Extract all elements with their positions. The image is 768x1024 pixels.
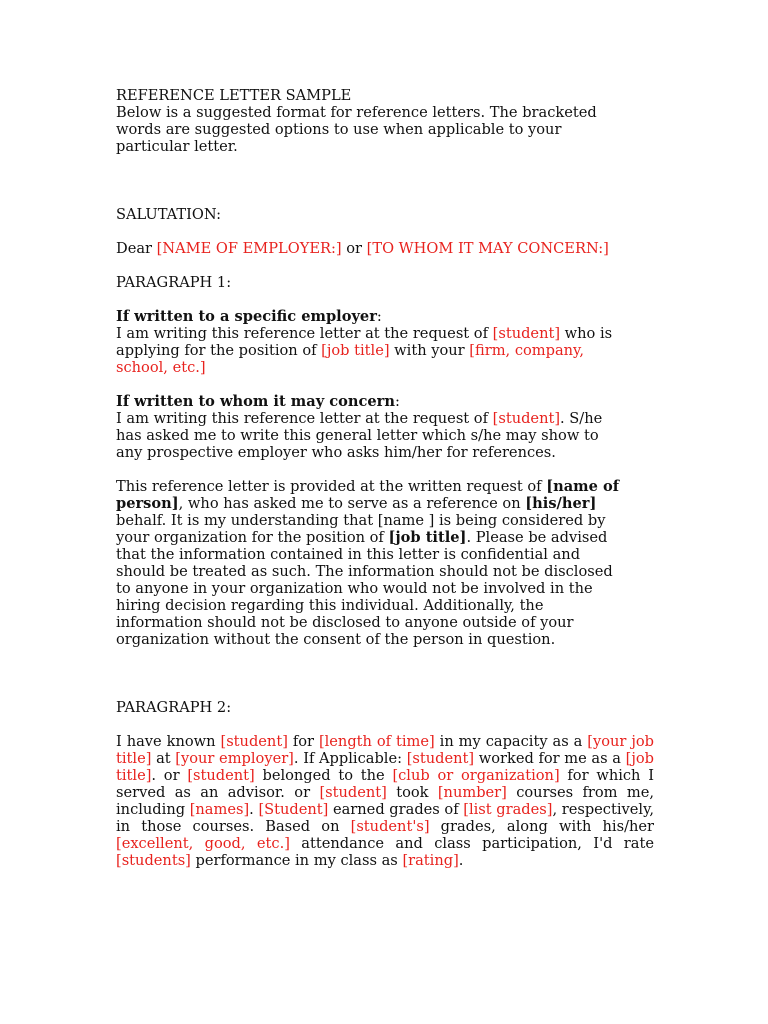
spacer [116,716,654,733]
specific-line-3: school, etc.] [116,359,206,376]
or-text: or [341,240,367,257]
placeholder-student-capital: [Student] [258,801,329,818]
whom-line-1: I am writing this reference letter at the request of [student]. S/he [116,410,603,427]
salutation-line [116,240,654,257]
body-line-9: information should not be disclosed to anyone outside of your [116,614,574,631]
document-page [116,87,654,869]
bold-job-title: [job title] [388,529,467,546]
spacer [116,155,654,206]
placeholder-excellent-good: [excellent, good, etc.] [116,835,290,852]
intro-line-3: particular letter. [116,138,238,155]
body-line-4: your organization for the position of [job title]. Please be advised [116,529,608,546]
placeholder-whom-it-may-concern: [TO WHOM IT MAY CONCERN:] [366,240,609,257]
placeholder-number: [number] [437,784,507,801]
spacer [116,461,654,478]
placeholder-list-grades: [list grades] [463,801,553,818]
dear-text: Dear [116,240,157,257]
body-line-7: to anyone in your organization who would not be involved in the [116,580,593,597]
placeholder-job-title: [job title] [321,342,390,359]
placeholder-students-possessive: [student's] [350,818,430,835]
bold-his-her: [his/her] [525,495,597,512]
placeholder-student: [student] [406,750,475,767]
salutation-heading: SALUTATION: [116,206,222,223]
placeholder-your-job-title: [your job title] [116,733,654,767]
placeholder-your-employer: [your employer] [175,750,294,767]
paragraph1-heading: PARAGRAPH 1: [116,274,232,291]
placeholder-firm-company: [firm, company, [469,342,585,359]
placeholder-length-of-time: [length of time] [318,733,435,750]
intro-line-1: Below is a suggested format for reference letters. The bracketed [116,104,597,121]
spacer [116,376,654,393]
specific-line-1: I am writing this reference letter at the request of [student] who is [116,325,613,342]
spacer [116,257,654,274]
document-title: REFERENCE LETTER SAMPLE [116,87,352,104]
placeholder-student: [student] [492,410,561,427]
placeholder-student: [student] [492,325,561,342]
body-line-8: hiring decision regarding this individual. Additionally, the [116,597,544,614]
placeholder-club-or-organization: [club or organization] [392,767,560,784]
placeholder-students: [students] [116,852,191,869]
placeholder-employer-name: [NAME OF EMPLOYER:] [156,240,342,257]
body-line-6: should be treated as such. The information should not be disclosed [116,563,613,580]
spacer [116,291,654,308]
body-line-5: that the information contained in this letter is confidential and [116,546,581,563]
whom-it-may-concern-label: If written to whom it may concern: [116,393,400,410]
whom-line-3: any prospective employer who asks him/her for references. [116,444,556,461]
spacer [116,648,654,699]
specific-line-2: applying for the position of [job title] with your [firm, company, [116,342,585,359]
spacer [116,223,654,240]
placeholder-student: [student] [319,784,387,801]
body-line-3: behalf. It is my understanding that [name ] is being considered by [116,512,606,529]
body-line-2: person], who has asked me to serve as a reference on [his/her] [116,495,597,512]
whom-line-2: has asked me to write this general letter which s/he may show to [116,427,599,444]
placeholder-job-title: [job title] [116,750,655,784]
placeholder-student: [student] [220,733,288,750]
paragraph2-heading: PARAGRAPH 2: [116,699,232,716]
placeholder-student: [student] [187,767,255,784]
specific-employer-label: If written to a specific employer: [116,308,382,325]
body-line-1: This reference letter is provided at the written request of [name of [116,478,619,495]
body-line-10: organization without the consent of the person in question. [116,631,556,648]
placeholder-names: [names] [189,801,250,818]
paragraph2-body: I have known [student] for [length of time] in my capacity as a [your job title] at [your employer]. If Applicable: [student] worked for me as a [job title]. or [student] belonged to the [club or organization] for which I served as an advisor. or [student] took [number] courses from me, including [names]. [Student] earned grades of [list grades], respectively, in those courses. Based on [student's] grades, along with his/her [excellent, good, etc.] attendance and class participation, I'd rate [students] performance in my class as [rating]. [116,733,655,869]
placeholder-rating: [rating] [402,852,459,869]
intro-line-2: words are suggested options to use when applicable to your [116,121,562,138]
bold-name-of-person: [name of [546,478,619,495]
